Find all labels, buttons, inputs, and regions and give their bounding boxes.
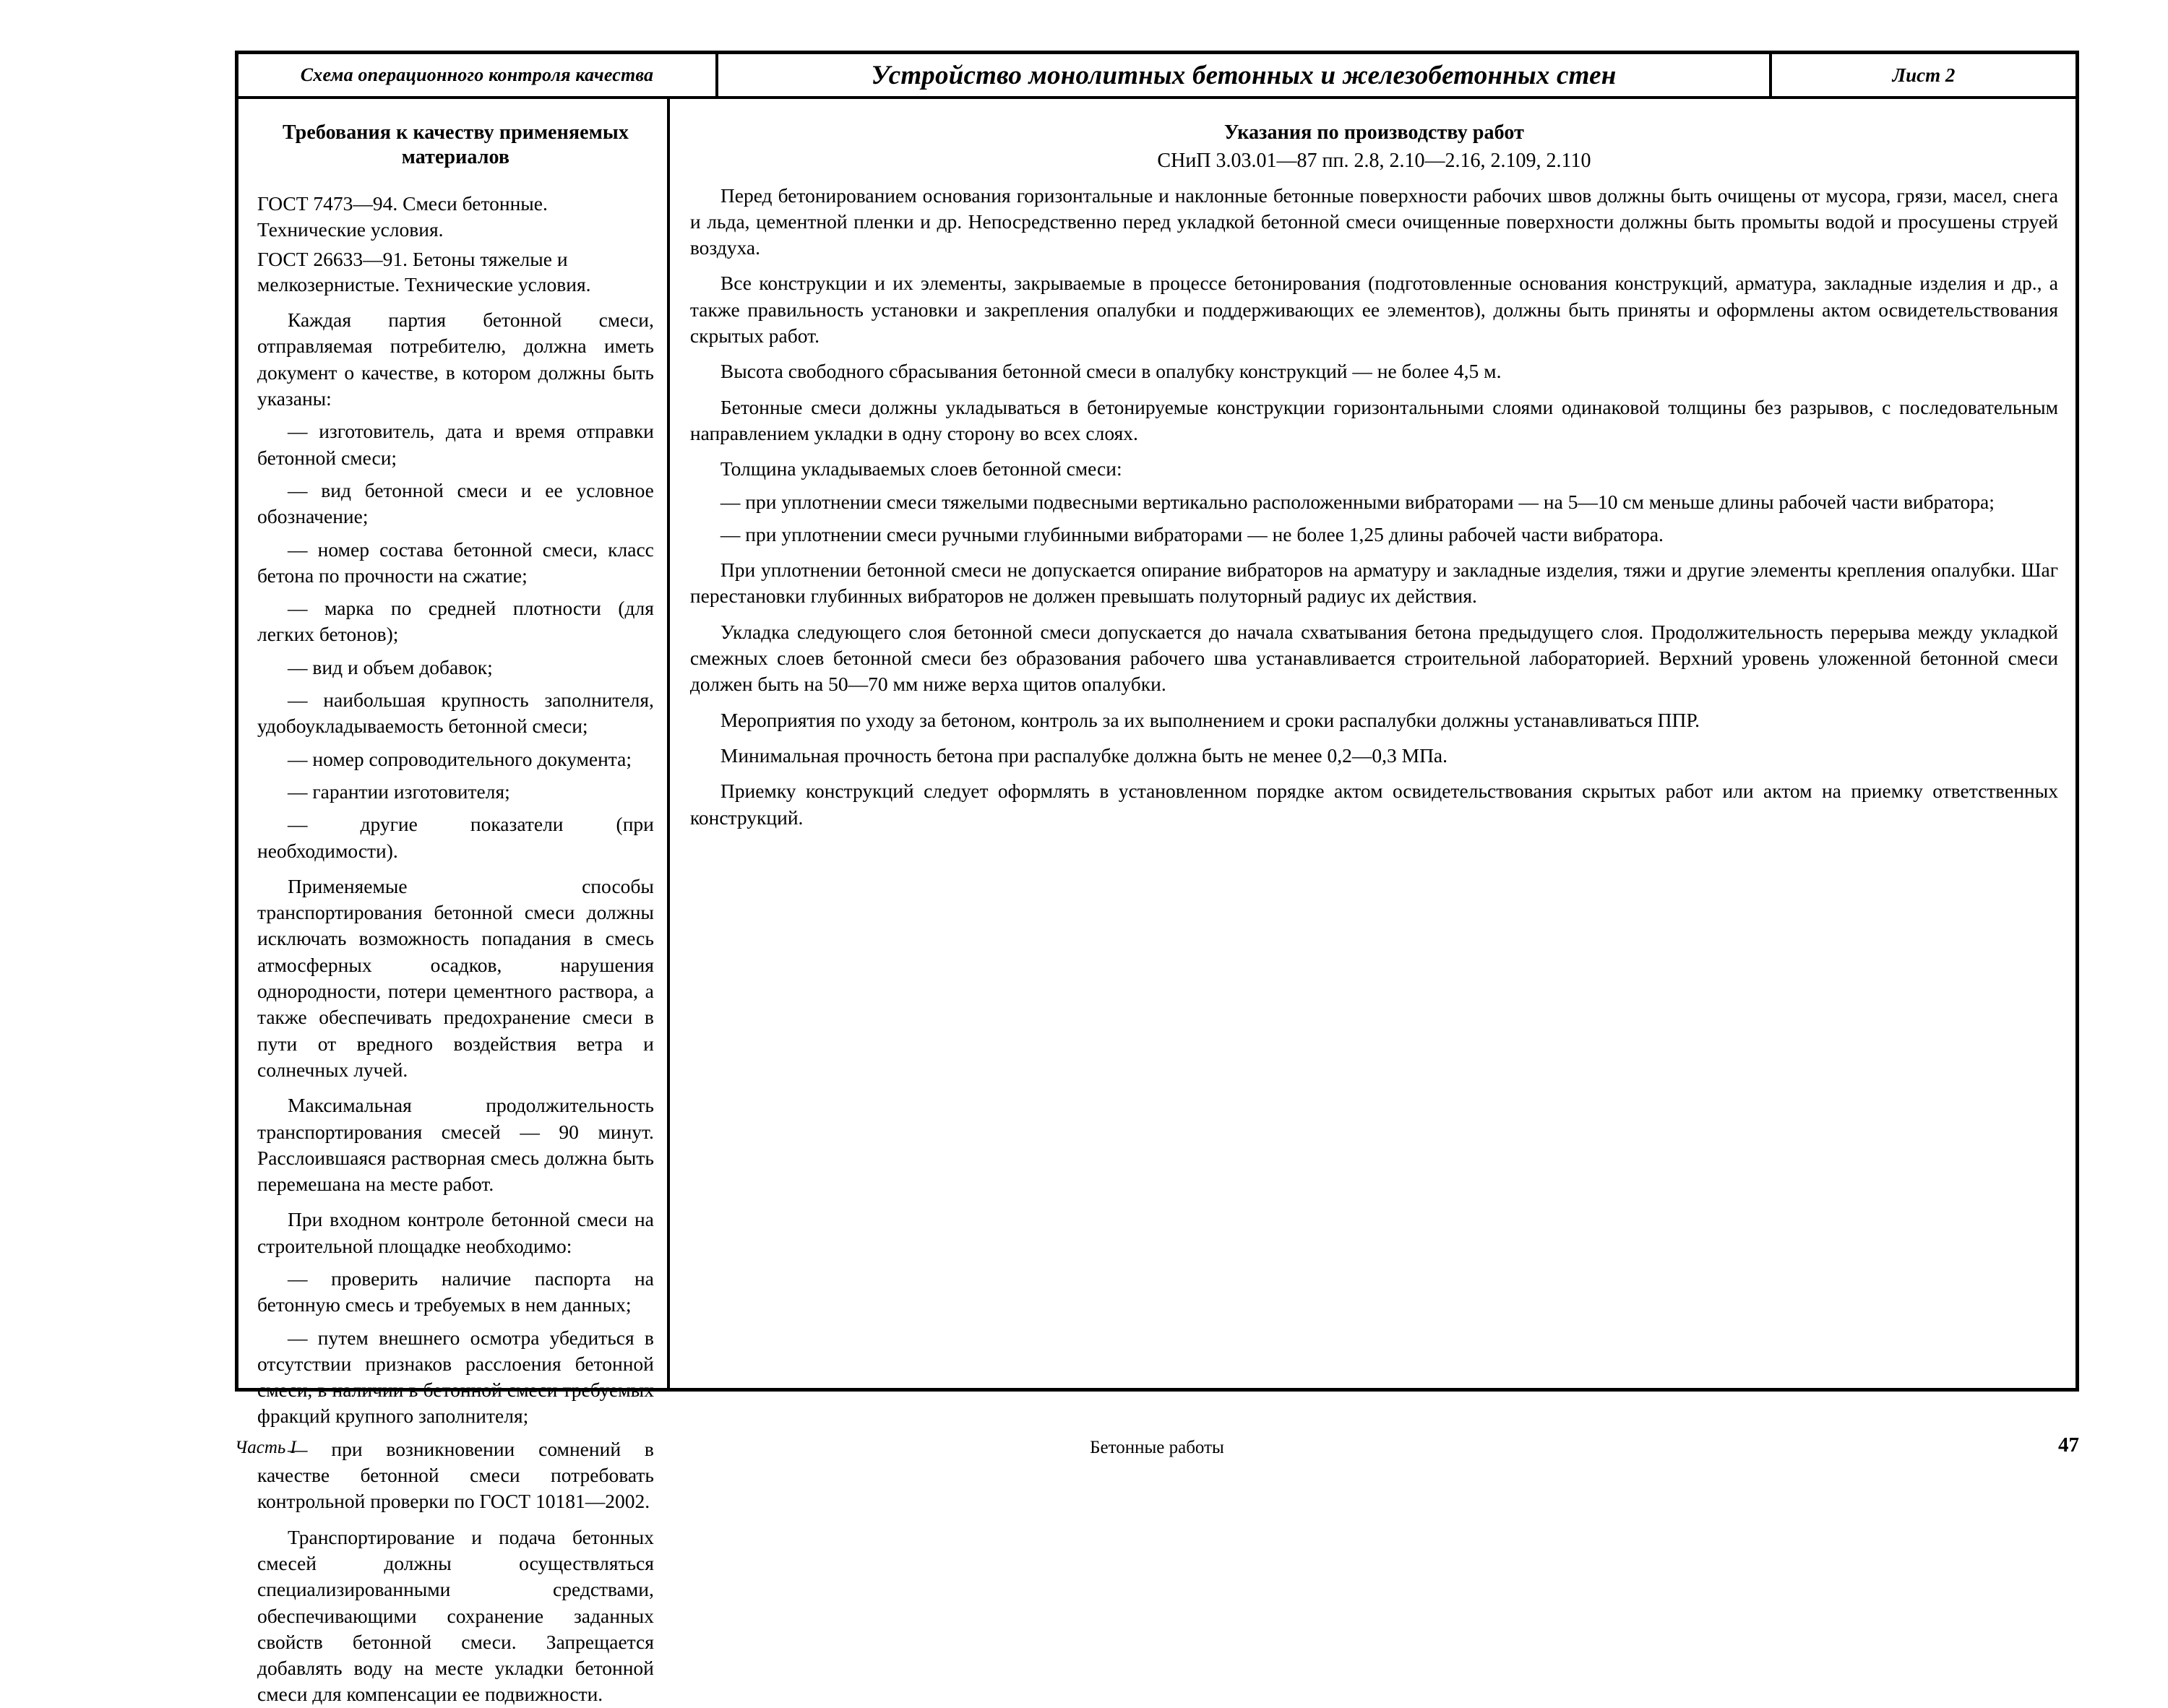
list-item: — путем внешнего осмотра убедиться в отсутствии признаков расслоения бетонной смеси, в наличии в бетонной смеси требуемых фракций крупного заполнителя;: [257, 1326, 654, 1428]
left-column-heading: Требования к качеству применяемых материалов: [282, 121, 629, 168]
standards-list: [257, 191, 654, 298]
right-column-subheading: СНиП 3.03.01—87 пп. 2.8, 2.10—2.16, 2.109, 2.110: [1157, 149, 1591, 172]
list-item: — при возникновении сомнений в качестве бетонной смеси потребовать контрольной проверки по ГОСТ 10181—2002.: [257, 1437, 654, 1513]
layer-thickness-intro: Толщина укладываемых слоев бетонной смеси:: [720, 457, 1122, 480]
surface-cleaning-paragraph: Перед бетонированием основания горизонтальные и наклонные бетонные поверхности рабочих швов должны быть очищены от мусора, грязи, масел, снега и льда, цементной пленки и др. Непосредственно перед укладкой бетонной смеси очищенные поверхности должны быть промыты водой и просушены струей воздуха.: [689, 184, 2058, 259]
list-item: — номер сопроводительного документа;: [288, 747, 632, 770]
acceptance-paragraph: Приемку конструкций следует оформлять в установленном порядке актом освидетельствования скрытых работ или актом на приемку ответственных конструкций.: [689, 780, 2058, 829]
list-item: — марка по средней плотности (для легких бетонов);: [257, 597, 654, 646]
vibrator-support-paragraph: При уплотнении бетонной смеси не допускается опирание вибраторов на арматуру и закладные изделия, тяжи и другие элементы крепления опалубки. Шаг перестановки глубинных вибраторов не должен превышать полуторный радиус их действия.: [689, 558, 2058, 608]
free-drop-height-paragraph: Высота свободного сбрасывания бетонной смеси в опалубку конструкций — не более 4,5 м.: [720, 360, 1502, 383]
concrete-care-paragraph: Мероприятия по уходу за бетоном, контроль за их выполнением и сроки распалубки должны устанавливаться ППР.: [720, 708, 1700, 731]
document-title: Устройство монолитных бетонных и железобетонных стен: [718, 54, 1772, 96]
layer-thickness-bullets: [690, 489, 2058, 548]
title-bar: [238, 54, 2075, 99]
incoming-control-bullets: [257, 1266, 654, 1515]
footer-part-label: Часть I: [235, 1438, 296, 1457]
right-column-heading: Указания по производству работ: [1223, 121, 1524, 144]
min-strength-paragraph: Минимальная прочность бетона при распалубке должна быть не менее 0,2—0,3 МПа.: [720, 743, 1448, 767]
scheme-label: Схема операционного контроля качества: [238, 54, 718, 96]
list-item: — при уплотнении смеси ручными глубинными вибраторами — не более 1,25 длины рабочей части вибратора.: [720, 522, 1664, 545]
list-item: — гарантии изготовителя;: [288, 780, 510, 803]
standard-item: ГОСТ 26633—91. Бетоны тяжелые и мелкозернистые. Технические условия.: [257, 247, 591, 296]
page-footer: [235, 1433, 2079, 1471]
transport-duration-paragraph: Максимальная продолжительность транспортирования смесей — 90 минут. Расслоившаяся растворная смесь должна быть перемешана на месте работ.: [257, 1094, 654, 1196]
list-item: — номер состава бетонной смеси, класс бетона по прочности на сжатие;: [257, 538, 654, 587]
footer-page-number: 47: [2058, 1433, 2079, 1457]
sheet-label: Лист 2: [1892, 64, 1956, 86]
list-item: — наибольшая крупность заполнителя, удобоукладываемость бетонной смеси;: [257, 689, 654, 738]
standard-item: ГОСТ 7473—94. Смеси бетонные. Технические условия.: [257, 192, 548, 241]
list-item: — изготовитель, дата и время отправки бетонной смеси;: [257, 420, 654, 469]
quality-document-intro: Каждая партия бетонной смеси, отправляемая потребителю, должна иметь документ о качестве, в котором должны быть указаны:: [257, 309, 654, 410]
right-column: [670, 99, 2075, 1388]
incoming-control-paragraph: При входном контроле бетонной смеси на строительной площадке необходимо:: [257, 1208, 654, 1257]
quality-document-bullets: [257, 418, 654, 863]
horizontal-layers-paragraph: Бетонные смеси должны укладываться в бетонируемые конструкции горизонтальными слоями одинаковой толщины без разрывов, с последовательным направлением укладки в одну сторону во всех слоях.: [689, 395, 2058, 444]
list-item: — другие показатели (при необходимости).: [257, 813, 654, 862]
list-item: — вид и объем добавок;: [288, 655, 493, 678]
next-layer-paragraph: Укладка следующего слоя бетонной смеси допускается до начала схватывания бетона предыдущего слоя. Продолжительность перерыва между укладкой смежных слоев бетонной смеси без образования рабочего шва устанавливается строительной лабораторией. Верхний уровень уложенной бетонной смеси должен быть на 50—70 мм ниже верха щитов опалубки.: [689, 620, 2058, 696]
transport-supply-paragraph: Транспортирование и подача бетонных смесей должны осуществляться специализированными средствами, обеспечивающими сохранение заданных свойств бетонной смеси. Запрещается добавлять воду на месте укладки бетонной смеси для компенсации ее подвижности.: [257, 1525, 654, 1706]
transport-methods-paragraph: Применяемые способы транспортирования бетонной смеси должны исключать возможность попадания в смесь атмосферных осадков, нарушения однородности, потери цементного раствора, а также обеспечивать предохранение смеси в пути от вредного воздействия ветра и солнечных лучей.: [257, 874, 654, 1081]
hidden-works-paragraph: Все конструкции и их элементы, закрываемые в процессе бетонирования (подготовленные основания конструкций, арматура, закладные изделия и др., а также правильность установки и закрепления опалубки и поддерживающих ее элементов), должны быть приняты и оформлены актом освидетельствования скрытых работ.: [689, 272, 2058, 348]
footer-section-label: Бетонные работы: [1090, 1438, 1224, 1457]
list-item: — при уплотнении смеси тяжелыми подвесными вертикально расположенными вибраторами — на 5—10 см меньше длины рабочей части вибратора;: [720, 490, 1995, 513]
list-item: — проверить наличие паспорта на бетонную смесь и требуемых в нем данных;: [257, 1267, 654, 1316]
list-item: — вид бетонной смеси и ее условное обозначение;: [257, 478, 654, 528]
